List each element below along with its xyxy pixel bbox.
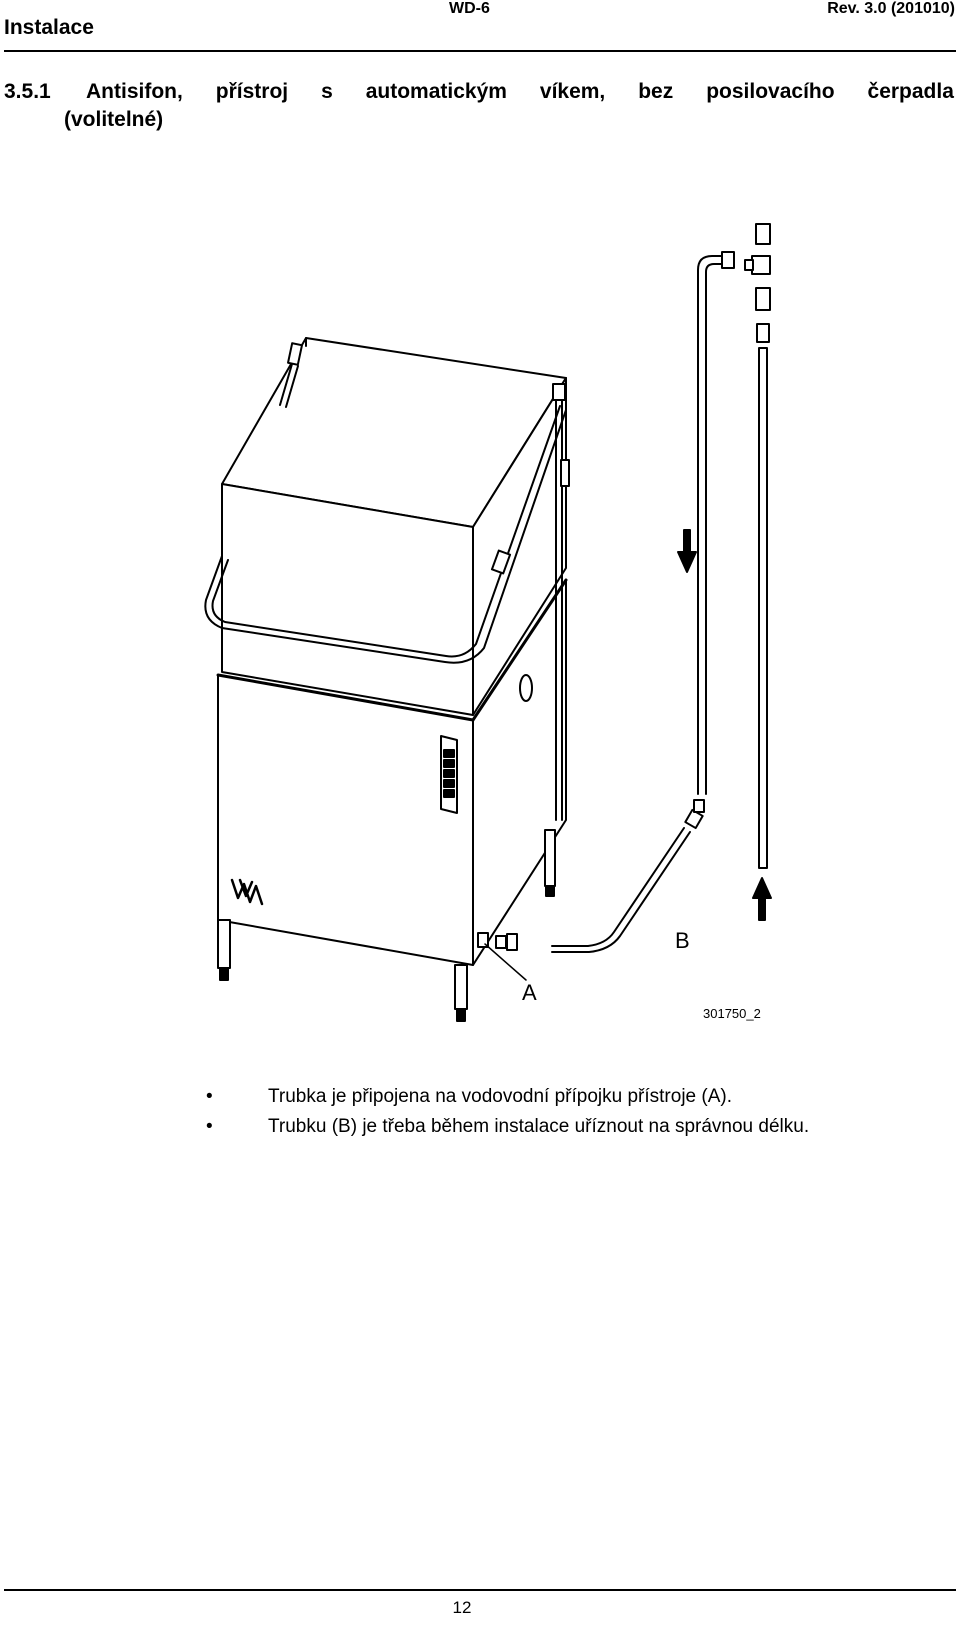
fitting [757, 324, 769, 342]
bullet-text: Trubku (B) je třeba během instalace uříznout na správnou délku. [268, 1116, 810, 1137]
title-word: víkem, [539, 80, 606, 103]
long-pipe [759, 348, 767, 868]
page-number: 12 [452, 1598, 472, 1617]
panel-button [444, 750, 454, 757]
title-word: posilovacího [706, 80, 835, 103]
flow-arrows [678, 530, 771, 920]
title-word: bez [638, 80, 674, 103]
section-title-line1 [86, 78, 954, 106]
standpipe [698, 252, 734, 794]
label-b: B [675, 928, 690, 953]
fitting [752, 256, 770, 274]
fitting [756, 288, 770, 310]
label-a: A [522, 980, 537, 1005]
bullet-icon: • [206, 1116, 213, 1137]
header-model: WD-6 [449, 0, 490, 17]
title-word: s [321, 80, 333, 103]
control-panel [441, 736, 457, 813]
leg-foot [220, 968, 228, 980]
leg [545, 830, 555, 886]
figure-code: 301750_2 [703, 1006, 761, 1021]
title-word: čerpadla [867, 80, 954, 103]
panel-button [444, 780, 454, 787]
footer-rule [4, 1589, 956, 1591]
panel-button [444, 760, 454, 767]
section-title-line2: (volitelné) [64, 108, 164, 131]
list-item [0, 1086, 960, 1116]
section-number: 3.5.1 [4, 80, 51, 103]
arrow-down-icon [684, 530, 690, 554]
leg-foot [546, 886, 554, 896]
panel-button [444, 790, 454, 797]
title-word: automatickým [365, 80, 507, 103]
leg [455, 965, 467, 1009]
leader-a [485, 944, 526, 980]
title-word: přístroj [215, 80, 289, 103]
header-rule [4, 50, 956, 52]
dishwasher-drawing [0, 180, 960, 1080]
panel-button [444, 770, 454, 777]
bullet-text: Trubka je připojena na vodovodní přípojku přístroje (A). [268, 1086, 732, 1107]
leg-foot [457, 1009, 465, 1021]
leg [218, 920, 230, 968]
installation-figure [0, 180, 960, 1080]
fitting [756, 224, 770, 244]
header-revision: Rev. 3.0 (201010) [827, 0, 955, 17]
fittings-column [745, 224, 770, 868]
header-section-title: Instalace [4, 16, 94, 39]
arrow-down-icon [678, 552, 696, 572]
list-item [0, 1116, 960, 1146]
arrow-up-icon [759, 896, 765, 920]
title-word: Antisifon, [86, 80, 183, 103]
bullet-icon: • [206, 1086, 213, 1107]
